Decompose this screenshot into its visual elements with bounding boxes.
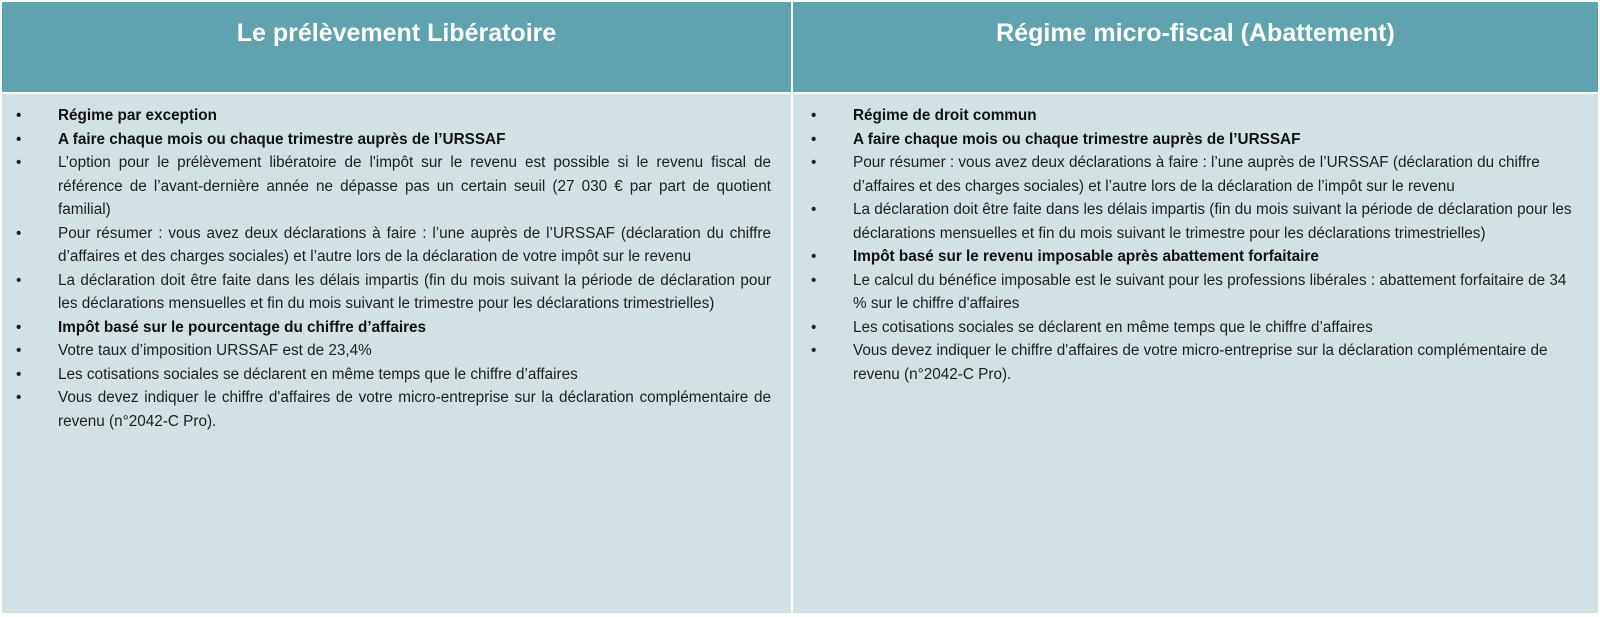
list-item-text: A faire chaque mois ou chaque trimestre auprès de l’URSSAF	[853, 130, 1301, 148]
bullet-icon: •	[16, 342, 22, 359]
right-bullet-list	[803, 104, 1578, 386]
bullet-icon: •	[16, 224, 22, 242]
list-item	[803, 104, 1578, 128]
left-bullet-list	[8, 104, 771, 433]
bullet-icon: •	[811, 271, 817, 289]
list-item-text: Pour résumer : vous avez deux déclarations à faire : l’une auprès de l’URSSAF (déclaration du chiffre d’affaires et des charges sociales) et l’autre lors de la déclaration de l’impôt sur le revenu	[853, 154, 1540, 195]
list-item	[8, 128, 771, 152]
list-item	[8, 269, 771, 316]
list-item	[803, 339, 1578, 386]
list-item-text: Impôt basé sur le revenu imposable après abattement forfaitaire	[853, 248, 1319, 265]
bullet-icon: •	[16, 154, 22, 171]
list-item	[8, 363, 771, 387]
list-item-text: Régime de droit commun	[853, 107, 1037, 124]
list-item	[8, 151, 771, 222]
bullet-icon: •	[16, 130, 22, 148]
list-item-text: Vous devez indiquer le chiffre d'affaires de votre micro-entreprise sur la déclaration complémentaire de revenu (n°2042-C Pro).	[58, 389, 771, 430]
list-item-text: Impôt basé sur le pourcentage du chiffre d’affaires	[58, 318, 427, 336]
bullet-icon: •	[811, 154, 817, 171]
bullet-icon: •	[811, 107, 817, 124]
bullet-icon: •	[16, 107, 22, 124]
left-column-header: Le prélèvement Libératoire	[2, 2, 791, 92]
list-item	[8, 104, 771, 128]
list-item-text: A faire chaque mois ou chaque trimestre auprès de l’URSSAF	[58, 130, 506, 148]
list-item-text: La déclaration doit être faite dans les délais impartis (fin du mois suivant la période de déclaration pour les déclarations mensuelles et fin du mois suivant le trimestre pour les déclarations trimestrielles)	[853, 201, 1572, 242]
list-item	[803, 198, 1578, 245]
list-item	[8, 339, 771, 363]
comparison-table	[2, 2, 1598, 613]
left-column-body	[2, 94, 791, 613]
bullet-icon: •	[811, 201, 817, 218]
list-item-text: Votre taux d’imposition URSSAF est de 23,4%	[58, 342, 372, 359]
bullet-icon: •	[16, 365, 22, 383]
bullet-icon: •	[16, 271, 22, 289]
list-item-text: L’option pour le prélèvement libératoire de l'impôt sur le revenu est possible si le revenu fiscal de référence de l’avant-dernière année ne dépasse pas un certain seuil (27 030 € par part de quotient familial)	[58, 154, 771, 218]
list-item	[803, 269, 1578, 316]
list-item-text: La déclaration doit être faite dans les délais impartis (fin du mois suivant la période de déclaration pour les déclarations mensuelles et fin du mois suivant le trimestre pour les déclarations trimestrielles)	[58, 271, 771, 312]
right-column-body	[793, 94, 1598, 613]
list-item-text: Les cotisations sociales se déclarent en même temps que le chiffre d’affaires	[58, 365, 578, 383]
right-column-header: Régime micro-fiscal (Abattement)	[793, 2, 1598, 92]
bullet-icon: •	[811, 318, 817, 336]
column-divider	[791, 2, 793, 613]
bullet-icon: •	[811, 342, 817, 359]
bullet-icon: •	[811, 130, 817, 148]
list-item-text: Les cotisations sociales se déclarent en même temps que le chiffre d’affaires	[853, 318, 1373, 336]
list-item	[803, 128, 1578, 152]
list-item-text: Vous devez indiquer le chiffre d'affaires de votre micro-entreprise sur la déclaration complémentaire de revenu (n°2042-C Pro).	[853, 342, 1548, 383]
list-item	[803, 151, 1578, 198]
list-item-text: Le calcul du bénéfice imposable est le suivant pour les professions libérales : abattement forfaitaire de 34 % sur le chiffre d'affaires	[853, 271, 1567, 312]
list-item	[803, 316, 1578, 340]
list-item	[8, 222, 771, 269]
list-item	[8, 386, 771, 433]
bullet-icon: •	[16, 318, 22, 336]
list-item-text: Pour résumer : vous avez deux déclarations à faire : l’une auprès de l’URSSAF (déclaration du chiffre d’affaires et des charges sociales) et l’autre lors de la déclaration de votre impôt sur le revenu	[58, 224, 771, 265]
list-item	[8, 316, 771, 340]
list-item-text: Régime par exception	[58, 107, 217, 124]
bullet-icon: •	[16, 389, 22, 406]
list-item	[803, 245, 1578, 269]
bullet-icon: •	[811, 248, 817, 265]
